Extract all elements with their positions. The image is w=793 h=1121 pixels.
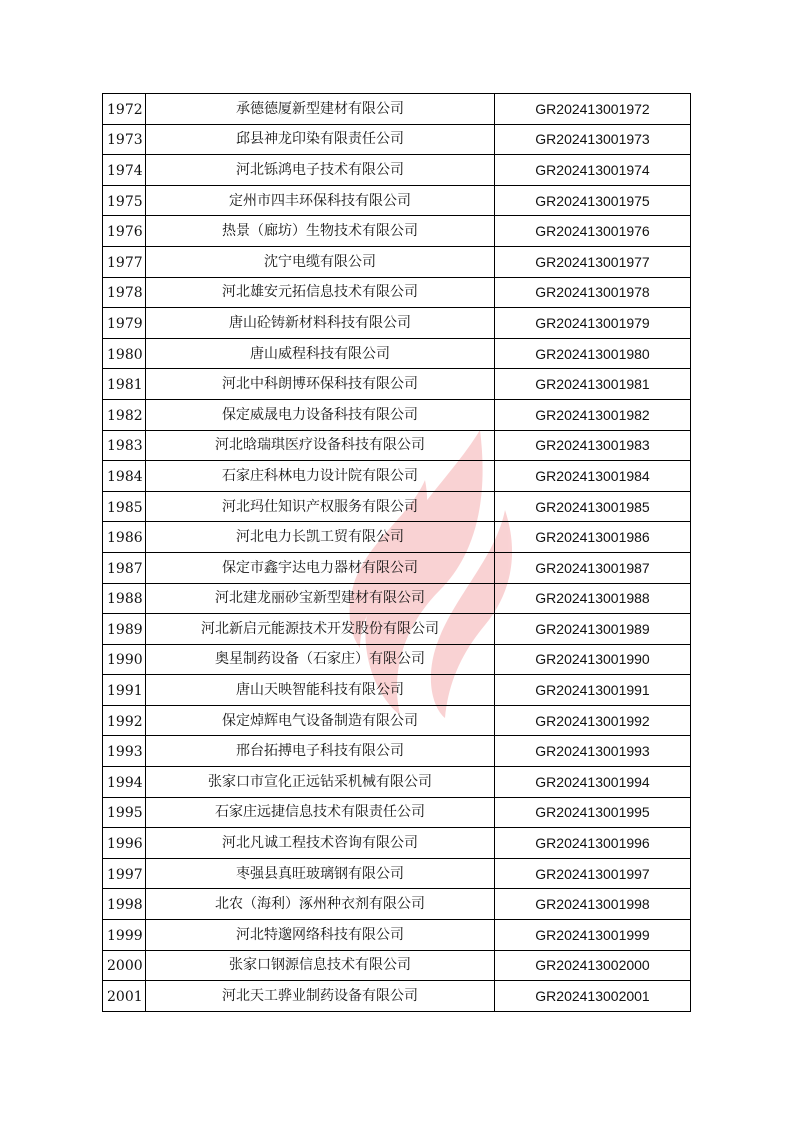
table-row <box>103 736 691 767</box>
table-row <box>103 705 691 736</box>
row-number: 1977 <box>103 246 146 277</box>
company-name: 河北天工骅业制药设备有限公司 <box>146 981 495 1012</box>
table-row <box>103 124 691 155</box>
table-row <box>103 552 691 583</box>
company-name: 石家庄科林电力设计院有限公司 <box>146 461 495 492</box>
certificate-code: GR202413001999 <box>495 920 691 951</box>
row-number: 1986 <box>103 522 146 553</box>
row-number: 1997 <box>103 858 146 889</box>
table-row <box>103 767 691 798</box>
certificate-code: GR202413001998 <box>495 889 691 920</box>
row-number: 1992 <box>103 705 146 736</box>
company-name: 张家口市宣化正远钻采机械有限公司 <box>146 767 495 798</box>
table-row <box>103 950 691 981</box>
certificate-code: GR202413001985 <box>495 491 691 522</box>
table-body <box>103 94 691 1012</box>
table-row <box>103 675 691 706</box>
row-number: 1980 <box>103 338 146 369</box>
company-name: 河北新启元能源技术开发股份有限公司 <box>146 614 495 645</box>
certificate-code: GR202413001981 <box>495 369 691 400</box>
company-name: 河北建龙丽砂宝新型建材有限公司 <box>146 583 495 614</box>
table-row <box>103 155 691 186</box>
row-number: 1996 <box>103 828 146 859</box>
table-row <box>103 614 691 645</box>
certificate-code: GR202413001980 <box>495 338 691 369</box>
row-number: 1985 <box>103 491 146 522</box>
company-name: 邢台拓搏电子科技有限公司 <box>146 736 495 767</box>
company-name: 奥星制药设备（石家庄）有限公司 <box>146 644 495 675</box>
certificate-code: GR202413001983 <box>495 430 691 461</box>
table-row <box>103 430 691 461</box>
company-name: 邱县神龙印染有限责任公司 <box>146 124 495 155</box>
certificate-code: GR202413001979 <box>495 308 691 339</box>
company-name: 河北特邈网络科技有限公司 <box>146 920 495 951</box>
certificate-code: GR202413001997 <box>495 858 691 889</box>
row-number: 1982 <box>103 399 146 430</box>
company-name: 河北凡诚工程技术咨询有限公司 <box>146 828 495 859</box>
row-number: 1987 <box>103 552 146 583</box>
table-row <box>103 369 691 400</box>
row-number: 2000 <box>103 950 146 981</box>
certificate-code: GR202413001976 <box>495 216 691 247</box>
company-name: 唐山天映智能科技有限公司 <box>146 675 495 706</box>
table-row <box>103 246 691 277</box>
row-number: 1975 <box>103 185 146 216</box>
table-row <box>103 828 691 859</box>
certificate-code: GR202413001995 <box>495 797 691 828</box>
company-name: 枣强县真旺玻璃钢有限公司 <box>146 858 495 889</box>
company-name: 保定威晟电力设备科技有限公司 <box>146 399 495 430</box>
table-row <box>103 522 691 553</box>
table-row <box>103 583 691 614</box>
row-number: 1994 <box>103 767 146 798</box>
company-name: 河北玛仕知识产权服务有限公司 <box>146 491 495 522</box>
table-row <box>103 185 691 216</box>
row-number: 1991 <box>103 675 146 706</box>
company-name: 沈宁电缆有限公司 <box>146 246 495 277</box>
certificate-code: GR202413001988 <box>495 583 691 614</box>
certificate-code: GR202413001975 <box>495 185 691 216</box>
certificate-code: GR202413001991 <box>495 675 691 706</box>
company-name: 河北铄鸿电子技术有限公司 <box>146 155 495 186</box>
company-name: 张家口钢源信息技术有限公司 <box>146 950 495 981</box>
certificate-code: GR202413001990 <box>495 644 691 675</box>
certificate-code: GR202413001987 <box>495 552 691 583</box>
company-list-table <box>102 93 691 1012</box>
company-name: 石家庄远捷信息技术有限责任公司 <box>146 797 495 828</box>
row-number: 1993 <box>103 736 146 767</box>
row-number: 2001 <box>103 981 146 1012</box>
certificate-code: GR202413001984 <box>495 461 691 492</box>
certificate-code: GR202413001989 <box>495 614 691 645</box>
certificate-code: GR202413002001 <box>495 981 691 1012</box>
certificate-code: GR202413001977 <box>495 246 691 277</box>
table-row <box>103 277 691 308</box>
company-name: 河北中科朗博环保科技有限公司 <box>146 369 495 400</box>
company-name: 唐山砼铸新材料科技有限公司 <box>146 308 495 339</box>
certificate-code: GR202413001993 <box>495 736 691 767</box>
company-name: 保定市鑫宇达电力器材有限公司 <box>146 552 495 583</box>
table-row <box>103 491 691 522</box>
company-name: 河北晗瑞琪医疗设备科技有限公司 <box>146 430 495 461</box>
table-row <box>103 858 691 889</box>
table-row <box>103 94 691 125</box>
row-number: 1972 <box>103 94 146 125</box>
row-number: 1998 <box>103 889 146 920</box>
certificate-code: GR202413001978 <box>495 277 691 308</box>
company-name: 保定焯辉电气设备制造有限公司 <box>146 705 495 736</box>
table-row <box>103 797 691 828</box>
row-number: 1978 <box>103 277 146 308</box>
row-number: 1989 <box>103 614 146 645</box>
table-row <box>103 338 691 369</box>
table-row <box>103 644 691 675</box>
company-name: 承德德厦新型建材有限公司 <box>146 94 495 125</box>
table-row <box>103 399 691 430</box>
certificate-code: GR202413001992 <box>495 705 691 736</box>
row-number: 1990 <box>103 644 146 675</box>
company-name: 定州市四丰环保科技有限公司 <box>146 185 495 216</box>
certificate-code: GR202413001986 <box>495 522 691 553</box>
table-row <box>103 889 691 920</box>
certificate-code: GR202413001973 <box>495 124 691 155</box>
certificate-code: GR202413001972 <box>495 94 691 125</box>
certificate-code: GR202413001974 <box>495 155 691 186</box>
company-name: 河北雄安元拓信息技术有限公司 <box>146 277 495 308</box>
row-number: 1981 <box>103 369 146 400</box>
certificate-code: GR202413001982 <box>495 399 691 430</box>
table-row <box>103 920 691 951</box>
row-number: 1995 <box>103 797 146 828</box>
row-number: 1999 <box>103 920 146 951</box>
company-name: 北农（海利）涿州种衣剂有限公司 <box>146 889 495 920</box>
certificate-code: GR202413001994 <box>495 767 691 798</box>
row-number: 1983 <box>103 430 146 461</box>
row-number: 1984 <box>103 461 146 492</box>
row-number: 1979 <box>103 308 146 339</box>
company-name: 唐山威程科技有限公司 <box>146 338 495 369</box>
table-row <box>103 981 691 1012</box>
company-name: 河北电力长凯工贸有限公司 <box>146 522 495 553</box>
row-number: 1974 <box>103 155 146 186</box>
certificate-code: GR202413001996 <box>495 828 691 859</box>
company-name: 热景（廊坊）生物技术有限公司 <box>146 216 495 247</box>
row-number: 1988 <box>103 583 146 614</box>
table-row <box>103 461 691 492</box>
certificate-code: GR202413002000 <box>495 950 691 981</box>
table-row <box>103 308 691 339</box>
row-number: 1973 <box>103 124 146 155</box>
row-number: 1976 <box>103 216 146 247</box>
table-row <box>103 216 691 247</box>
